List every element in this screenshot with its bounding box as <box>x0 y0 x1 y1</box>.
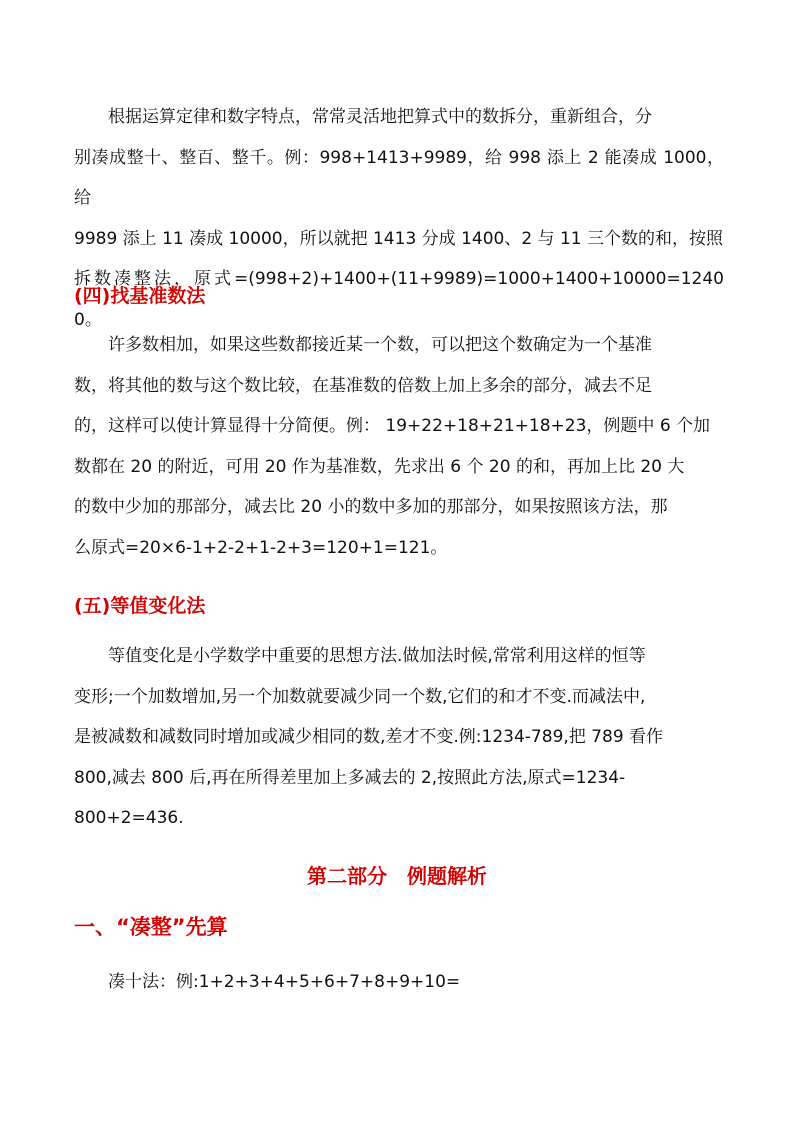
text-line: 么原式=20×6-1+2-2+1-2+3=120+1=121。 <box>74 537 448 558</box>
text-line: 根据运算定律和数字特点，常常灵活地把算式中的数拆分，重新组合，分 <box>108 107 652 127</box>
heading-equivalent-change-method: (五)等值变化法 <box>74 595 206 617</box>
text-line: 变形;一个加数增加,另一个加数就要减少同一个数,它们的和才不变.而减法中, <box>74 686 646 707</box>
text-line: 数都在 20 的附近，可用 20 作为基准数，先求出 6 个 20 的和，再加上比 20 大 <box>74 456 685 477</box>
text-line: 的，这样可以使计算显得十分简便。例： 19+22+18+21+18+23，例题中 6 个加 <box>74 416 711 437</box>
text-line: 的数中少加的那部分，减去比 20 小的数中多加的那部分，如果按照该方法，那 <box>74 497 668 518</box>
heading-base-number-method: (四)找基准数法 <box>74 285 206 307</box>
paragraph-equivalent-change-method <box>74 636 724 839</box>
text-line: 许多数相加，如果这些数都接近某一个数，可以把这个数确定为一个基准 <box>108 335 652 355</box>
text-line: 等值变化是小学数学中重要的思想方法.做加法时候,常常利用这样的恒等 <box>108 646 646 666</box>
paragraph-base-number-method <box>74 325 724 569</box>
text-line: 是被减数和减数同时增加或减少相同的数,差才不变.例:1234-789,把 789 看作 <box>74 727 664 748</box>
text-line: 800+2=436. <box>74 808 184 829</box>
text-line: 800,减去 800 后,再在所得差里加上多减去的 2,按照此方法,原式=1234- <box>74 767 626 788</box>
text-line: 别凑成整十、整百、整千。例：998+1413+9989，给 998 添上 2 能凑成 1000，给 <box>74 147 724 209</box>
part-two-title: 第二部分 例题解析 <box>307 864 487 888</box>
text-line: 数，将其他的数与这个数比较，在基准数的倍数上加上多余的部分，减去不足 <box>74 375 652 396</box>
text-line: 拆数凑整法，原式=(998+2)+1400+(11+9989)=1000+1400+10000=12400。 <box>74 269 724 330</box>
heading-rounding-first: 一、“凑整”先算 <box>74 915 228 939</box>
example-make-ten: 凑十法：例:1+2+3+4+5+6+7+8+9+10= <box>108 972 461 992</box>
text-line: 9989 添上 11 凑成 10000，所以就把 1413 分成 1400、2 与 11 三个数的和，按照 <box>74 228 723 249</box>
